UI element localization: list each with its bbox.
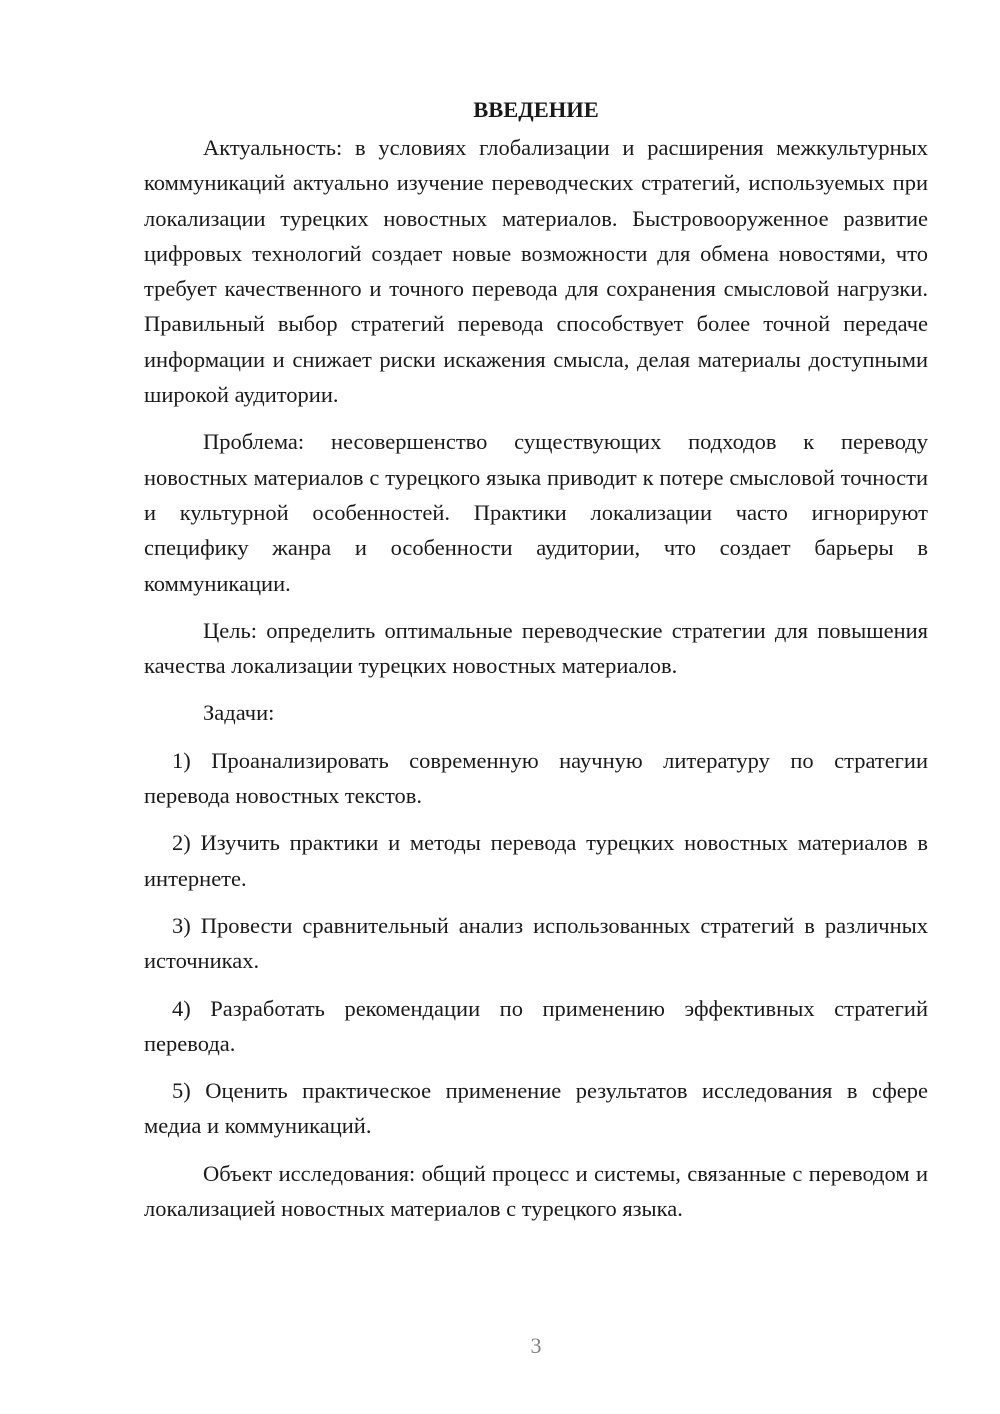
list-item-task-3: 3) Провести сравнительный анализ использованных стратегий в различных источниках. bbox=[144, 912, 928, 974]
list-item-task-1: 1) Проанализировать современную научную литературу по стратегии перевода новостных текстов. bbox=[144, 747, 928, 809]
list-item-task-2: 2) Изучить практики и методы перевода турецких новостных материалов в интернете. bbox=[144, 830, 928, 891]
page-title: ВВЕДЕНИЕ bbox=[473, 97, 599, 122]
paragraph-relevance: Актуальность: в условиях глобализации и расширения межкультурных коммуникаций актуально изучение переводческих стратегий, используемых при локализации турецких новостных материалов. Быстровооруженное развитие цифровых технологий создает новые возможности для обмена новостями, что требует качественного и точного перевода для сохранения смысловой нагрузки. Правильный выбор стратегий перевода способствует более точной передаче информации и снижает риски искажения смысла, делая материалы доступными широкой аудитории. bbox=[144, 135, 928, 408]
paragraph-problem: Проблема: несовершенство существующих подходов к переводу новостных материалов с турецкого языка приводит к потере смысловой точности и культурной особенностей. Практики локализации часто игнорируют специфику жанра и особенности аудитории, что создает барьеры в коммуникации. bbox=[144, 429, 928, 596]
tasks-label: Задачи: bbox=[203, 700, 275, 726]
paragraph-goal: Цель: определить оптимальные переводческие стратегии для повышения качества локализации турецких новостных материалов. bbox=[144, 617, 928, 679]
list-item-task-5: 5) Оценить практическое применение результатов исследования в сфере медиа и коммуникаций. bbox=[144, 1078, 928, 1139]
list-item-task-4: 4) Разработать рекомендации по применению эффективных стратегий перевода. bbox=[144, 995, 928, 1056]
page-content bbox=[144, 92, 928, 1226]
paragraph-object: Объект исследования: общий процесс и системы, связанные с переводом и локализацией новостных материалов с турецкого языка. bbox=[144, 1160, 928, 1222]
page-number: 3 bbox=[530, 1333, 542, 1358]
